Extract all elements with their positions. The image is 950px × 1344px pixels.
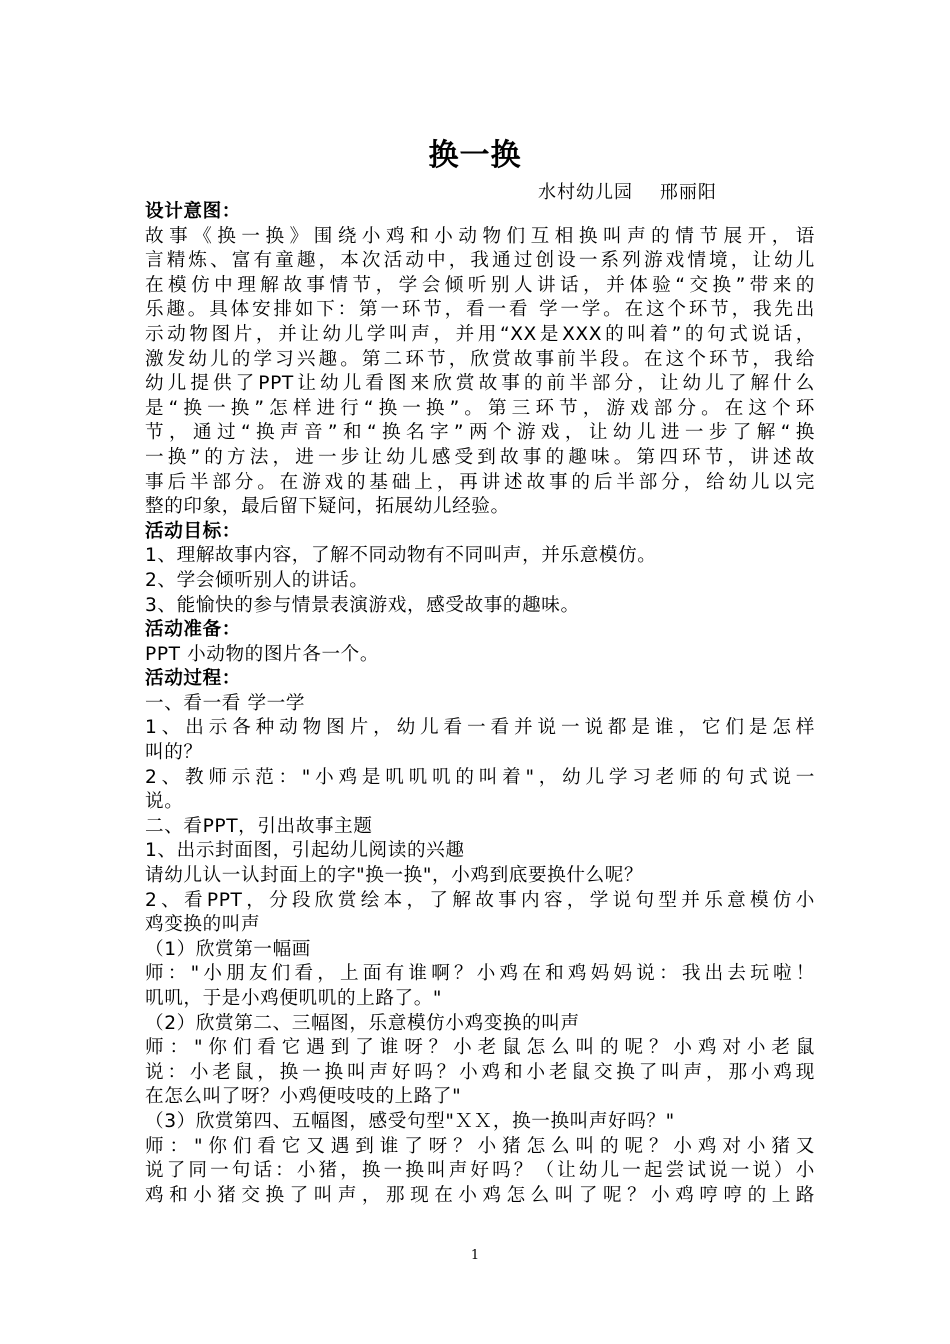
text-line: 叫的？	[145, 742, 203, 764]
text-line: 在模仿中理解故事情节，学会倾听别人讲话，并体验“交换”带来的	[145, 274, 815, 296]
text-line: 说了同一句话：小猪，换一换叫声好吗？（让幼儿一起尝试说一说）小	[145, 1160, 815, 1182]
text-line: 请幼儿认一认封面上的字"换一换"，小鸡到底要换什么呢？	[145, 865, 644, 887]
text-line: 激发幼儿的学习兴趣。第二环节，欣赏故事前半段。在这个环节，我给	[145, 348, 815, 370]
text-line: 在怎么叫了呀？小鸡便吱吱的上路了"	[145, 1086, 462, 1108]
text-line: （2）欣赏第二、三幅图，乐意模仿小鸡变换的叫声	[145, 1012, 580, 1034]
text-line: 说。	[145, 791, 184, 813]
text-line: 师："你们看它遇到了谁呀？小老鼠怎么叫的呢？小鸡对小老鼠	[145, 1037, 815, 1059]
text-line: 鸡变换的叫声	[145, 914, 261, 936]
document-title: 换一换	[428, 138, 522, 173]
text-line: 幼儿提供了PPT让幼儿看图来欣赏故事的前半部分，让幼儿了解什么	[145, 373, 815, 395]
text-line: 2、学会倾听别人的讲话。	[145, 569, 369, 591]
text-line: 2、教师示范："小鸡是叽叽叽的叫着"，幼儿学习老师的句式说一	[145, 766, 815, 788]
text-line: 1、理解故事内容，了解不同动物有不同叫声，并乐意模仿。	[145, 545, 657, 567]
text-line: 一、看一看 学一学	[145, 692, 306, 714]
text-line: 师："小朋友们看，上面有谁啊？小鸡在和鸡妈妈说：我出去玩啦！	[145, 963, 815, 985]
author-line: 水村幼儿园 邢丽阳	[538, 182, 717, 203]
text-line: 二、看PPT，引出故事主题	[145, 815, 373, 837]
text-line: PPT 小动物的图片各一个。	[145, 643, 380, 665]
text-line: 2、看PPT，分段欣赏绘本，了解故事内容，学说句型并乐意模仿小	[145, 889, 815, 911]
text-line: 叽叽，于是小鸡便叽叽的上路了。"	[145, 988, 443, 1009]
text-line: 1、出示各种动物图片，幼儿看一看并说一说都是谁，它们是怎样	[145, 717, 815, 739]
text-line: 事后半部分。在游戏的基础上，再讲述故事的后半部分，给幼儿以完	[145, 471, 815, 493]
text-line: 一换”的方法，进一步让幼儿感受到故事的趣味。第四环节，讲述故	[145, 446, 815, 468]
page-number: 1	[470, 1248, 480, 1263]
text-line: （1）欣赏第一幅画	[145, 938, 311, 960]
text-line: 3、能愉快的参与情景表演游戏，感受故事的趣味。	[145, 594, 580, 616]
document-body	[145, 200, 815, 1208]
text-line: 是“换一换”怎样进行“换一换”。第三环节，游戏部分。在这个环	[145, 397, 815, 419]
text-line: 示动物图片，并让幼儿学叫声，并用“XX是XXX的叫着”的句式说话，	[145, 323, 815, 345]
text-line: 1、出示封面图，引起幼儿阅读的兴趣	[145, 840, 465, 862]
text-line: 整的印象，最后留下疑问，拓展幼儿经验。	[145, 496, 510, 518]
section-heading: 活动目标：	[145, 520, 241, 542]
section-heading: 活动过程：	[145, 668, 241, 690]
text-line: 鸡和小猪交换了叫声，那现在小鸡怎么叫了呢？小鸡哼哼的上路	[145, 1184, 815, 1206]
section-heading: 活动准备：	[145, 619, 241, 641]
section-heading: 设计意图：	[145, 201, 241, 222]
text-line: 乐趣。具体安排如下：第一环节，看一看 学一学。在这个环节，我先出	[145, 299, 815, 321]
text-line: 言精炼、富有童趣，本次活动中，我通过创设一系列游戏情境，让幼儿	[145, 250, 815, 272]
text-line: 说：小老鼠，换一换叫声好吗？小鸡和小老鼠交换了叫声，那小鸡现	[145, 1061, 815, 1083]
text-line: （3）欣赏第四、五幅图，感受句型"ＸＸ，换一换叫声好吗？"	[145, 1110, 675, 1132]
text-line: 节，通过“换声音”和“换名字”两个游戏，让幼儿进一步了解“换	[145, 422, 815, 444]
text-line: 师："你们看它又遇到谁了呀？小猪怎么叫的呢？小鸡对小猪又	[145, 1135, 815, 1157]
text-line: 故事《换一换》围绕小鸡和小动物们互相换叫声的情节展开，语	[145, 225, 815, 247]
